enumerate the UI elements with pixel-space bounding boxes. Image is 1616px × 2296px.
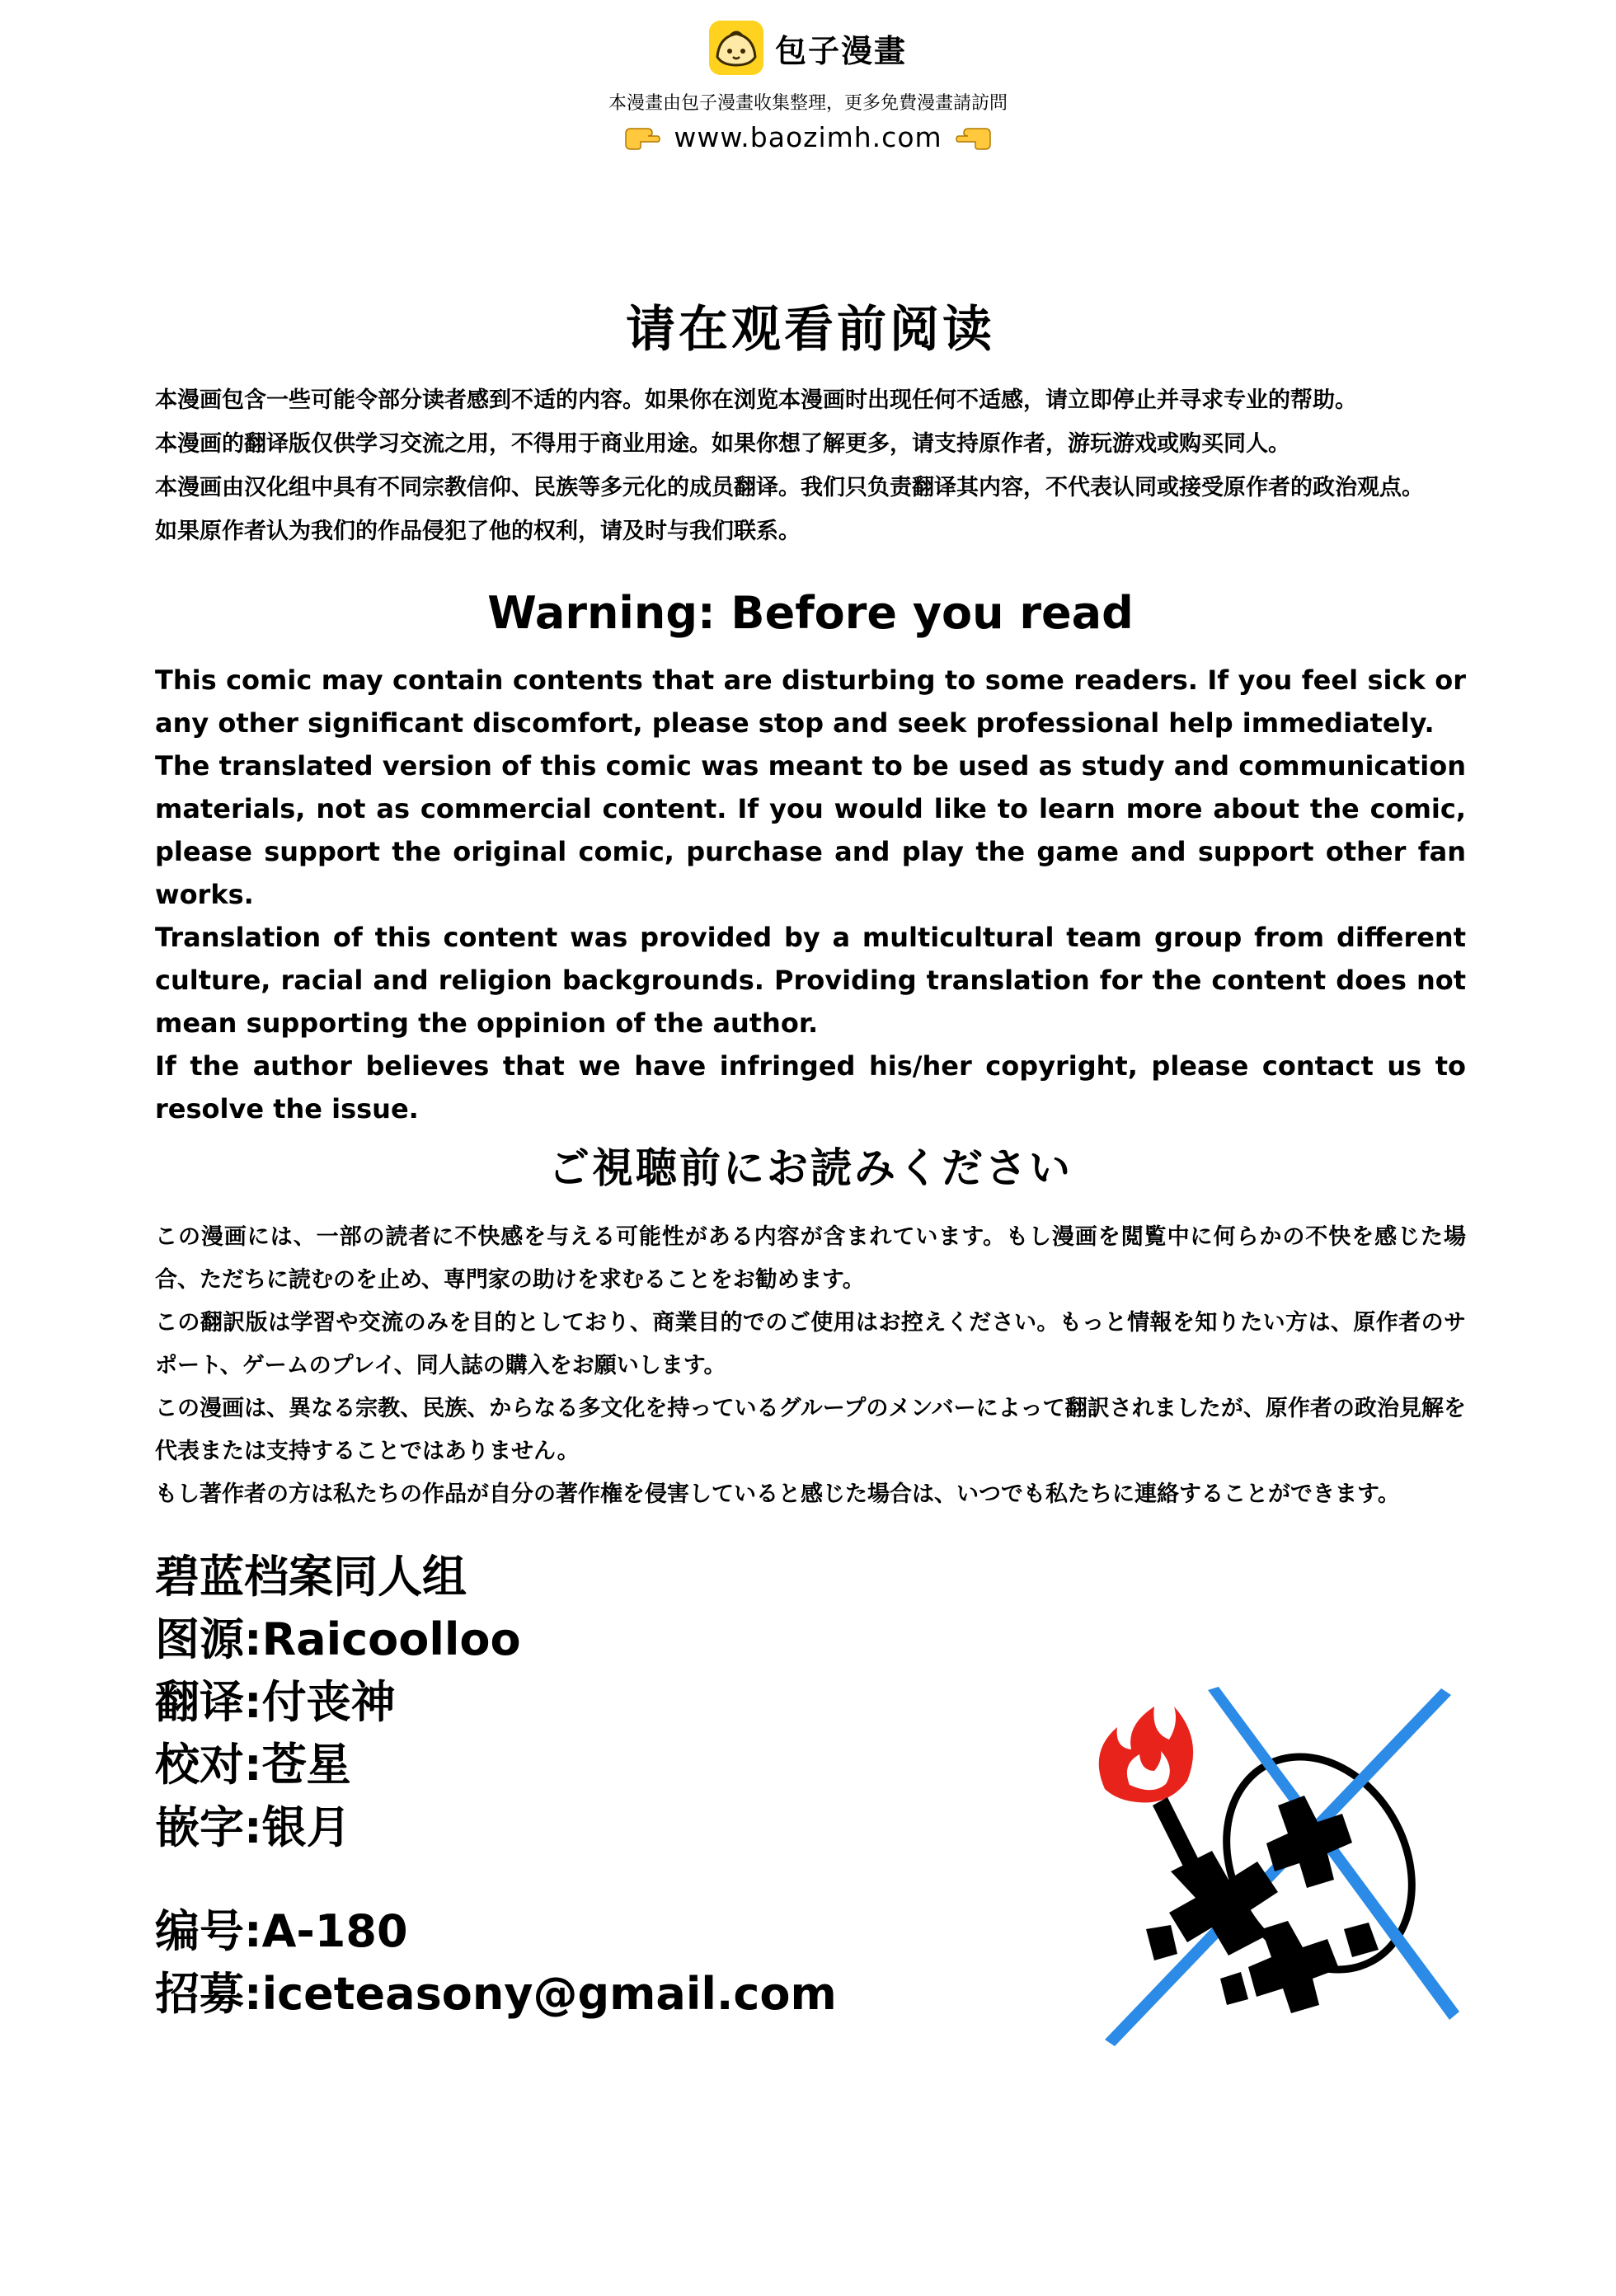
credit-proofreading: 校对:苍星 [155,1739,351,1791]
credit-source: 图源:Raicoolloo [155,1613,521,1665]
group-name: 碧蓝档案同人组 [155,1551,467,1603]
reading-notice [155,293,1466,1516]
zh-notice-line: 本漫画由汉化组中具有不同宗教信仰、民族等多元化的成员翻译。我们只负责翻译其内容，不代表认同或接受原作者的政治观点。 [155,475,1424,500]
pointing-left-hand-icon [956,124,994,152]
credit-recruit-email[interactable]: 招募:iceteasony@gmail.com [155,1968,837,2020]
zh-notice-line: 本漫画包含一些可能令部分读者感到不适的内容。如果你在浏览本漫画时出现任何不适感，请立即停止并寻求专业的帮助。 [155,387,1357,413]
site-url-row [0,121,1616,153]
ja-notice-paragraph: この翻訳版は学習や交流のみを目的としており、商業目的でのご使用はお控えください。もっと情報を知りたい方は、原作者のサポート、ゲームのプレイ、同人誌の購入をお願いします。 [155,1310,1466,1378]
bun-mascot-icon [709,21,763,75]
ja-notice-paragraph: この漫画には、一部の読者に不快感を与える可能性がある内容が含まれています。もし漫画を閲覧中に何らかの不快を感じた場合、ただちに読むのを止め、専門家の助けを求むることをお勧めます。 [155,1224,1466,1293]
group-emblem-icon [1072,1682,1468,2053]
ja-notice-body [155,1216,1466,1516]
credits-block [155,1546,837,2026]
pointing-right-hand-icon [622,124,660,152]
credit-spacer [155,1859,837,1900]
site-header [0,16,1616,153]
site-url-link[interactable]: www.baozimh.com [674,121,942,153]
zh-notice-title: 请在观看前阅读 [626,301,995,359]
zh-notice-body [155,378,1466,553]
ja-notice-paragraph: この漫画は、異なる宗教、民族、からなる多文化を持っているグループのメンバーによって翻訳されましたが、原作者の政治見解を代表または支持することではありません。 [155,1396,1466,1464]
ja-notice-paragraph: もし著作者の方は私たちの作品が自分の著作権を侵害していると感じた場合は、いつでも私たちに連絡することができます。 [155,1481,1400,1507]
credit-number: 编号:A-180 [155,1905,408,1957]
site-tagline: 本漫畫由包子漫畫收集整理，更多免費漫畫請訪問 [608,93,1008,114]
en-warning-paragraph: This comic may contain contents that are disturbing to some readers. If you feel sick or any other significant discomfort, please stop and seek professional help immediately. [155,664,1466,739]
zh-notice-line: 本漫画的翻译版仅供学习交流之用，不得用于商业用途。如果你想了解更多，请支持原作者，游玩游戏或购买同人。 [155,431,1290,457]
en-warning-paragraph: The translated version of this comic was meant to be used as study and communication materials, not as commercial content. If you would like to learn more about the comic, please support the original comic, purchase and play the game and support other fan works. [155,750,1466,910]
zh-notice-line: 如果原作者认为我们的作品侵犯了他的权利，请及时与我们联系。 [155,519,801,544]
brand-row [0,16,1616,79]
credit-translation: 翻译:付丧神 [155,1676,396,1728]
en-warning-paragraph: If the author believes that we have infringed his/her copyright, please contact us to resolve the issue. [155,1050,1466,1125]
credit-typesetting: 嵌字:银月 [155,1801,351,1853]
ja-notice-title: ご視聴前にお読みください [548,1144,1073,1192]
site-name: 包子漫畫 [774,32,907,69]
en-warning-body [155,659,1466,1130]
en-warning-paragraph: Translation of this content was provided by a multicultural team group from different culture, racial and religion backgrounds. Providing translation for the content does not mean supporting the oppinion of the author. [155,922,1466,1039]
en-warning-title: Warning: Before you read [487,587,1134,639]
